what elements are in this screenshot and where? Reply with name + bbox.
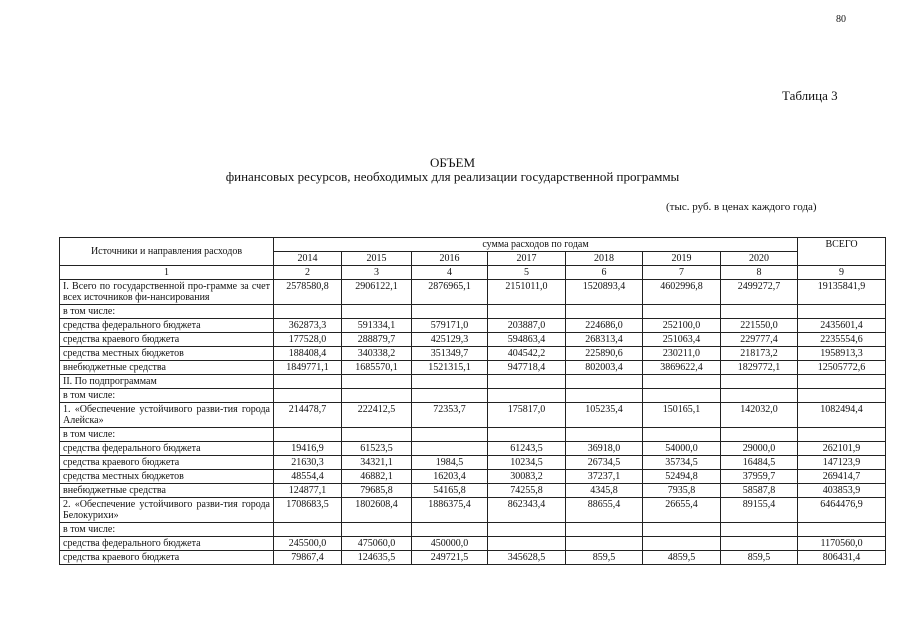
table-row <box>60 403 886 428</box>
value-cell: 1170560,0 <box>798 537 886 551</box>
value-cell: 124635,5 <box>342 551 412 565</box>
value-cell <box>274 375 342 389</box>
value-cell: 362873,3 <box>274 319 342 333</box>
value-cell <box>643 523 721 537</box>
value-cell <box>488 375 566 389</box>
value-cell: 224686,0 <box>566 319 643 333</box>
value-cell: 591334,1 <box>342 319 412 333</box>
row-label: средства федерального бюджета <box>60 319 274 333</box>
value-cell <box>274 428 342 442</box>
value-cell: 1708683,5 <box>274 498 342 523</box>
value-cell <box>488 523 566 537</box>
value-cell: 188408,4 <box>274 347 342 361</box>
value-cell: 1802608,4 <box>342 498 412 523</box>
value-cell: 1082494,4 <box>798 403 886 428</box>
value-cell: 340338,2 <box>342 347 412 361</box>
row-label: в том числе: <box>60 389 274 403</box>
value-cell <box>798 428 886 442</box>
row-label: в том числе: <box>60 523 274 537</box>
value-cell: 16203,4 <box>412 470 488 484</box>
value-cell: 4859,5 <box>643 551 721 565</box>
value-cell: 245500,0 <box>274 537 342 551</box>
value-cell <box>488 305 566 319</box>
value-cell <box>274 389 342 403</box>
value-cell: 221550,0 <box>721 319 798 333</box>
column-number: 8 <box>721 266 798 280</box>
row-label: средства местных бюджетов <box>60 347 274 361</box>
value-cell <box>721 428 798 442</box>
value-cell: 262101,9 <box>798 442 886 456</box>
row-label: средства федерального бюджета <box>60 537 274 551</box>
row-label: 1. «Обеспечение устойчивого разви-тия города Алейска» <box>60 403 274 428</box>
value-cell <box>488 389 566 403</box>
row-label: средства краевого бюджета <box>60 333 274 347</box>
value-cell: 2435601,4 <box>798 319 886 333</box>
value-cell <box>798 523 886 537</box>
table-row <box>60 523 886 537</box>
table-row <box>60 551 886 565</box>
row-label: внебюджетные средства <box>60 361 274 375</box>
value-cell: 230211,0 <box>643 347 721 361</box>
value-cell: 48554,4 <box>274 470 342 484</box>
value-cell: 222412,5 <box>342 403 412 428</box>
value-cell: 46882,1 <box>342 470 412 484</box>
value-cell: 37959,7 <box>721 470 798 484</box>
table-row <box>60 484 886 498</box>
row-label: средства местных бюджетов <box>60 470 274 484</box>
value-cell: 1849771,1 <box>274 361 342 375</box>
column-number: 5 <box>488 266 566 280</box>
table-row <box>60 470 886 484</box>
value-cell: 29000,0 <box>721 442 798 456</box>
value-cell: 252100,0 <box>643 319 721 333</box>
value-cell: 79685,8 <box>342 484 412 498</box>
column-number: 4 <box>412 266 488 280</box>
header-row-numbers <box>60 266 886 280</box>
value-cell: 1958913,3 <box>798 347 886 361</box>
value-cell: 26734,5 <box>566 456 643 470</box>
value-cell: 251063,4 <box>643 333 721 347</box>
value-cell: 72353,7 <box>412 403 488 428</box>
header-source-cell: Источники и направления расходов <box>60 238 274 266</box>
value-cell: 61523,5 <box>342 442 412 456</box>
value-cell: 147123,9 <box>798 456 886 470</box>
value-cell <box>566 389 643 403</box>
value-cell: 2906122,1 <box>342 280 412 305</box>
value-cell: 859,5 <box>721 551 798 565</box>
value-cell: 806431,4 <box>798 551 886 565</box>
value-cell: 142032,0 <box>721 403 798 428</box>
row-label: в том числе: <box>60 428 274 442</box>
value-cell: 1984,5 <box>412 456 488 470</box>
value-cell: 2876965,1 <box>412 280 488 305</box>
value-cell <box>274 305 342 319</box>
title-line-2: финансовых ресурсов, необходимых для реализации государственной программы <box>225 169 680 184</box>
value-cell: 404542,2 <box>488 347 566 361</box>
table-title <box>0 156 905 184</box>
value-cell: 214478,7 <box>274 403 342 428</box>
value-cell: 34321,1 <box>342 456 412 470</box>
value-cell <box>566 523 643 537</box>
header-row-1 <box>60 238 886 252</box>
title-line-1: ОБЪЕМ <box>429 155 476 170</box>
value-cell: 1521315,1 <box>412 361 488 375</box>
value-cell: 54165,8 <box>412 484 488 498</box>
column-number: 3 <box>342 266 412 280</box>
value-cell: 218173,2 <box>721 347 798 361</box>
value-cell <box>274 523 342 537</box>
units-note: (тыс. руб. в ценах каждого года) <box>666 201 817 213</box>
value-cell <box>412 442 488 456</box>
value-cell: 37237,1 <box>566 470 643 484</box>
value-cell <box>721 375 798 389</box>
value-cell: 229777,4 <box>721 333 798 347</box>
value-cell: 268313,4 <box>566 333 643 347</box>
value-cell <box>412 428 488 442</box>
value-cell: 2235554,6 <box>798 333 886 347</box>
value-cell: 19416,9 <box>274 442 342 456</box>
value-cell <box>342 305 412 319</box>
value-cell <box>412 523 488 537</box>
value-cell: 6464476,9 <box>798 498 886 523</box>
value-cell: 249721,5 <box>412 551 488 565</box>
table-row <box>60 375 886 389</box>
header-sum-by-years: сумма расходов по годам <box>274 238 798 252</box>
value-cell: 124877,1 <box>274 484 342 498</box>
value-cell: 4602996,8 <box>643 280 721 305</box>
value-cell <box>721 537 798 551</box>
table-row <box>60 347 886 361</box>
value-cell: 2151011,0 <box>488 280 566 305</box>
table-row <box>60 456 886 470</box>
table-row <box>60 389 886 403</box>
value-cell: 1886375,4 <box>412 498 488 523</box>
table-row <box>60 280 886 305</box>
value-cell: 802003,4 <box>566 361 643 375</box>
value-cell: 450000,0 <box>412 537 488 551</box>
header-year: 2016 <box>412 252 488 266</box>
value-cell: 475060,0 <box>342 537 412 551</box>
value-cell: 4345,8 <box>566 484 643 498</box>
value-cell: 1685570,1 <box>342 361 412 375</box>
value-cell: 288879,7 <box>342 333 412 347</box>
value-cell: 10234,5 <box>488 456 566 470</box>
value-cell: 345628,5 <box>488 551 566 565</box>
table-row <box>60 333 886 347</box>
value-cell: 88655,4 <box>566 498 643 523</box>
row-label: I. Всего по государственной про-грамме за счет всех источников фи-нансирования <box>60 280 274 305</box>
table-row <box>60 361 886 375</box>
value-cell <box>798 389 886 403</box>
value-cell: 30083,2 <box>488 470 566 484</box>
value-cell <box>342 523 412 537</box>
value-cell: 177528,0 <box>274 333 342 347</box>
header-year: 2017 <box>488 252 566 266</box>
value-cell <box>342 428 412 442</box>
header-year: 2014 <box>274 252 342 266</box>
value-cell: 1520893,4 <box>566 280 643 305</box>
row-label: 2. «Обеспечение устойчивого разви-тия города Белокурихи» <box>60 498 274 523</box>
value-cell: 52494,8 <box>643 470 721 484</box>
value-cell <box>643 537 721 551</box>
value-cell <box>643 428 721 442</box>
header-year: 2019 <box>643 252 721 266</box>
value-cell: 36918,0 <box>566 442 643 456</box>
column-number: 2 <box>274 266 342 280</box>
table-row <box>60 498 886 523</box>
value-cell: 16484,5 <box>721 456 798 470</box>
value-cell <box>488 537 566 551</box>
page-number: 80 <box>836 14 846 25</box>
value-cell <box>412 305 488 319</box>
value-cell <box>566 305 643 319</box>
table-row <box>60 305 886 319</box>
table-row <box>60 428 886 442</box>
row-label: средства федерального бюджета <box>60 442 274 456</box>
value-cell: 2499272,7 <box>721 280 798 305</box>
value-cell: 12505772,6 <box>798 361 886 375</box>
value-cell: 862343,4 <box>488 498 566 523</box>
value-cell <box>342 375 412 389</box>
value-cell: 225890,6 <box>566 347 643 361</box>
value-cell: 351349,7 <box>412 347 488 361</box>
value-cell: 859,5 <box>566 551 643 565</box>
value-cell: 7935,8 <box>643 484 721 498</box>
value-cell: 54000,0 <box>643 442 721 456</box>
value-cell <box>798 305 886 319</box>
value-cell: 594863,4 <box>488 333 566 347</box>
value-cell: 35734,5 <box>643 456 721 470</box>
value-cell: 579171,0 <box>412 319 488 333</box>
value-cell <box>566 428 643 442</box>
value-cell <box>643 305 721 319</box>
value-cell: 175817,0 <box>488 403 566 428</box>
value-cell <box>643 389 721 403</box>
value-cell: 1829772,1 <box>721 361 798 375</box>
value-cell: 89155,4 <box>721 498 798 523</box>
value-cell <box>721 389 798 403</box>
column-number: 9 <box>798 266 886 280</box>
value-cell: 61243,5 <box>488 442 566 456</box>
value-cell: 19135841,9 <box>798 280 886 305</box>
value-cell <box>721 523 798 537</box>
value-cell: 26655,4 <box>643 498 721 523</box>
value-cell <box>342 389 412 403</box>
row-label: в том числе: <box>60 305 274 319</box>
value-cell <box>643 375 721 389</box>
value-cell: 403853,9 <box>798 484 886 498</box>
value-cell: 58587,8 <box>721 484 798 498</box>
header-year: 2015 <box>342 252 412 266</box>
value-cell: 74255,8 <box>488 484 566 498</box>
value-cell: 947718,4 <box>488 361 566 375</box>
finance-table <box>59 237 886 565</box>
header-total-cell: ВСЕГО <box>798 238 886 266</box>
table-row <box>60 319 886 333</box>
column-number: 6 <box>566 266 643 280</box>
value-cell: 425129,3 <box>412 333 488 347</box>
value-cell: 79867,4 <box>274 551 342 565</box>
table-label: Таблица 3 <box>782 88 838 103</box>
value-cell <box>721 305 798 319</box>
value-cell: 21630,3 <box>274 456 342 470</box>
table-row <box>60 537 886 551</box>
value-cell <box>798 375 886 389</box>
table-row <box>60 442 886 456</box>
value-cell <box>566 375 643 389</box>
value-cell <box>566 537 643 551</box>
value-cell: 3869622,4 <box>643 361 721 375</box>
row-label: внебюджетные средства <box>60 484 274 498</box>
header-year: 2020 <box>721 252 798 266</box>
value-cell: 105235,4 <box>566 403 643 428</box>
row-label: средства краевого бюджета <box>60 456 274 470</box>
column-number: 1 <box>60 266 274 280</box>
value-cell <box>488 428 566 442</box>
value-cell: 150165,1 <box>643 403 721 428</box>
row-label: средства краевого бюджета <box>60 551 274 565</box>
column-number: 7 <box>643 266 721 280</box>
value-cell: 269414,7 <box>798 470 886 484</box>
header-year: 2018 <box>566 252 643 266</box>
row-label: II. По подпрограммам <box>60 375 274 389</box>
value-cell <box>412 375 488 389</box>
value-cell: 2578580,8 <box>274 280 342 305</box>
value-cell <box>412 389 488 403</box>
value-cell: 203887,0 <box>488 319 566 333</box>
